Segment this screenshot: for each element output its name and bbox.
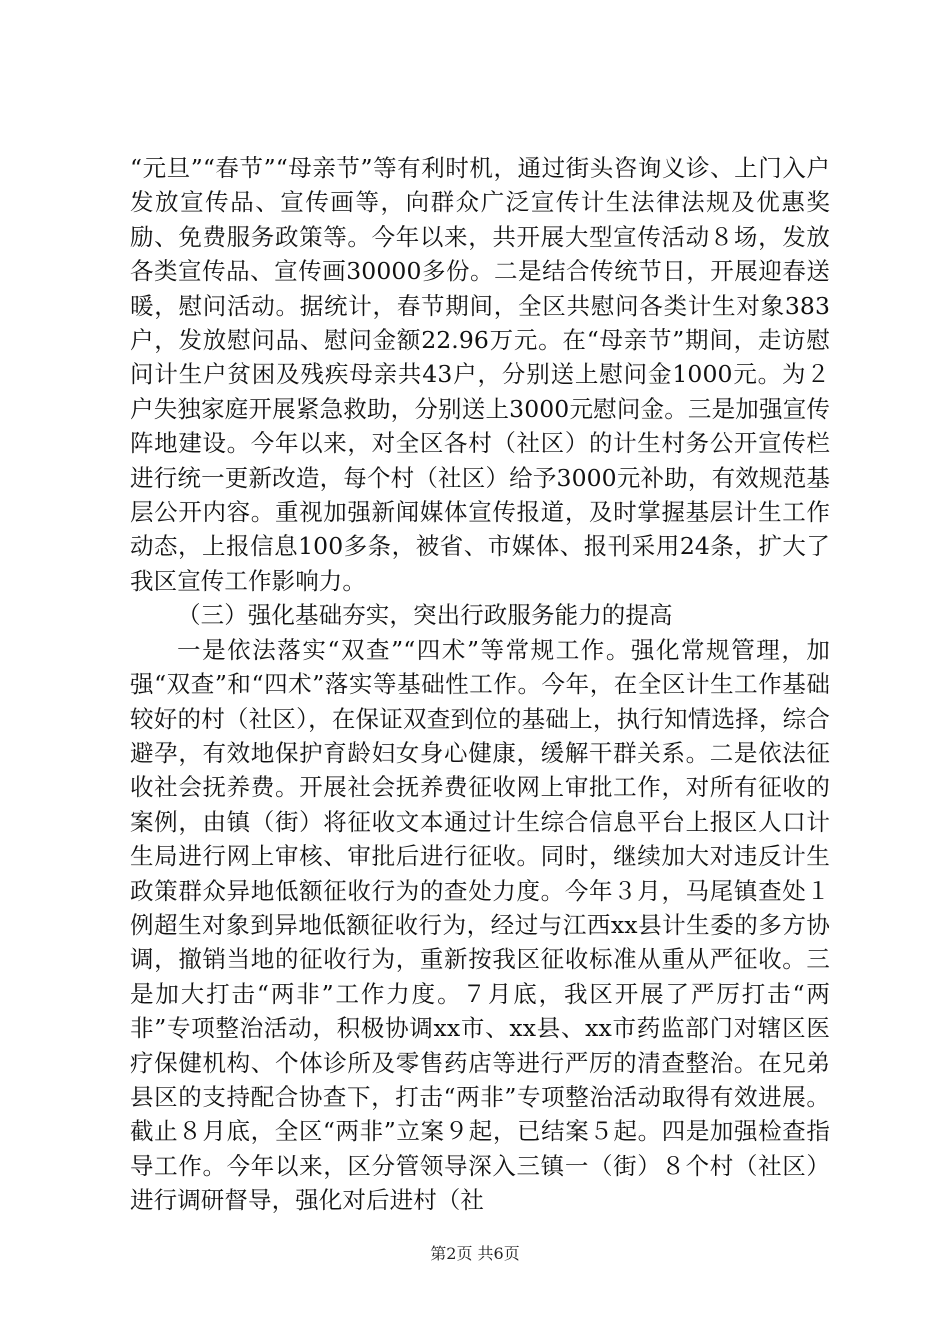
paragraph-routine-work: 一是依法落实“双查”“四术”等常规工作。强化常规管理，加强“双查”和“四术”落实等基础性工作。今年，在全区计生工作基础较好的村（社区），在保证双查到位的基础上，执行知情选择，综合避孕，有效地保护育龄妇女身心健康，缓解干群关系。二是依法征收社会抚养费。开展社会抚养费征收网上审批工作，对所有征收的案例，由镇（街）将征收文本通过计生综合信息平台上报区人口计生局进行网上审核、审批后进行征收。同时，继续加大对违反计生政策群众异地低额征收行为的查处力度。今年３月，马尾镇查处１例超生对象到异地低额征收行为，经过与江西xx县计生委的多方协调，撤销当地的征收行为，重新按我区征收标准从重从严征收。三是加大打击“两非”工作力度。７月底，我区开展了严厉打击“两非”专项整治活动，积极协调xx市、xx县、xx市药监部门对辖区医疗保健机构、个体诊所及零售药店等进行严厉的清查整治。在兄弟县区的支持配合协查下，打击“两非”专项整治活动取得有效进展。截止８月底，全区“两非”立案９起，已结案５起。四是加强检查指导工作。今年以来，区分管领导深入三镇一（街）８个村（社区）进行调研督导，强化对后进村（社 [130,635,830,1215]
section-heading-3: （三）强化基础夯实，突出行政服务能力的提高 [177,601,673,630]
paragraph-publicity-activities: “元旦”“春节”“母亲节”等有利时机，通过街头咨询义诊、上门入户发放宣传品、宣传画等，向群众广泛宣传计生法律法规及优惠奖励、免费服务政策等。今年以来，共开展大型宣传活动８场，发放各类宣传品、宣传画30000多份。二是结合传统节日，开展迎春送暖，慰问活动。据统计，春节期间，全区共慰问各类计生对象383户，发放慰问品、慰问金额22.96万元。在“母亲节”期间，走访慰问计生户贫困及残疾母亲共43户，分别送上慰问金1000元。为２户失独家庭开展紧急救助，分别送上3000元慰问金。三是加强宣传阵地建设。今年以来，对全区各村（社区）的计生村务公开宣传栏进行统一更新改造，每个村（社区）给予3000元补助，有效规范基层公开内容。重视加强新闻媒体宣传报道，及时掌握基层计生工作动态，上报信息100多条，被省、市媒体、报刊采用24条，扩大了我区宣传工作影响力。 [130,154,830,595]
document-body [130,151,830,1218]
page-footer: 第2页 共6页 [430,1244,520,1263]
